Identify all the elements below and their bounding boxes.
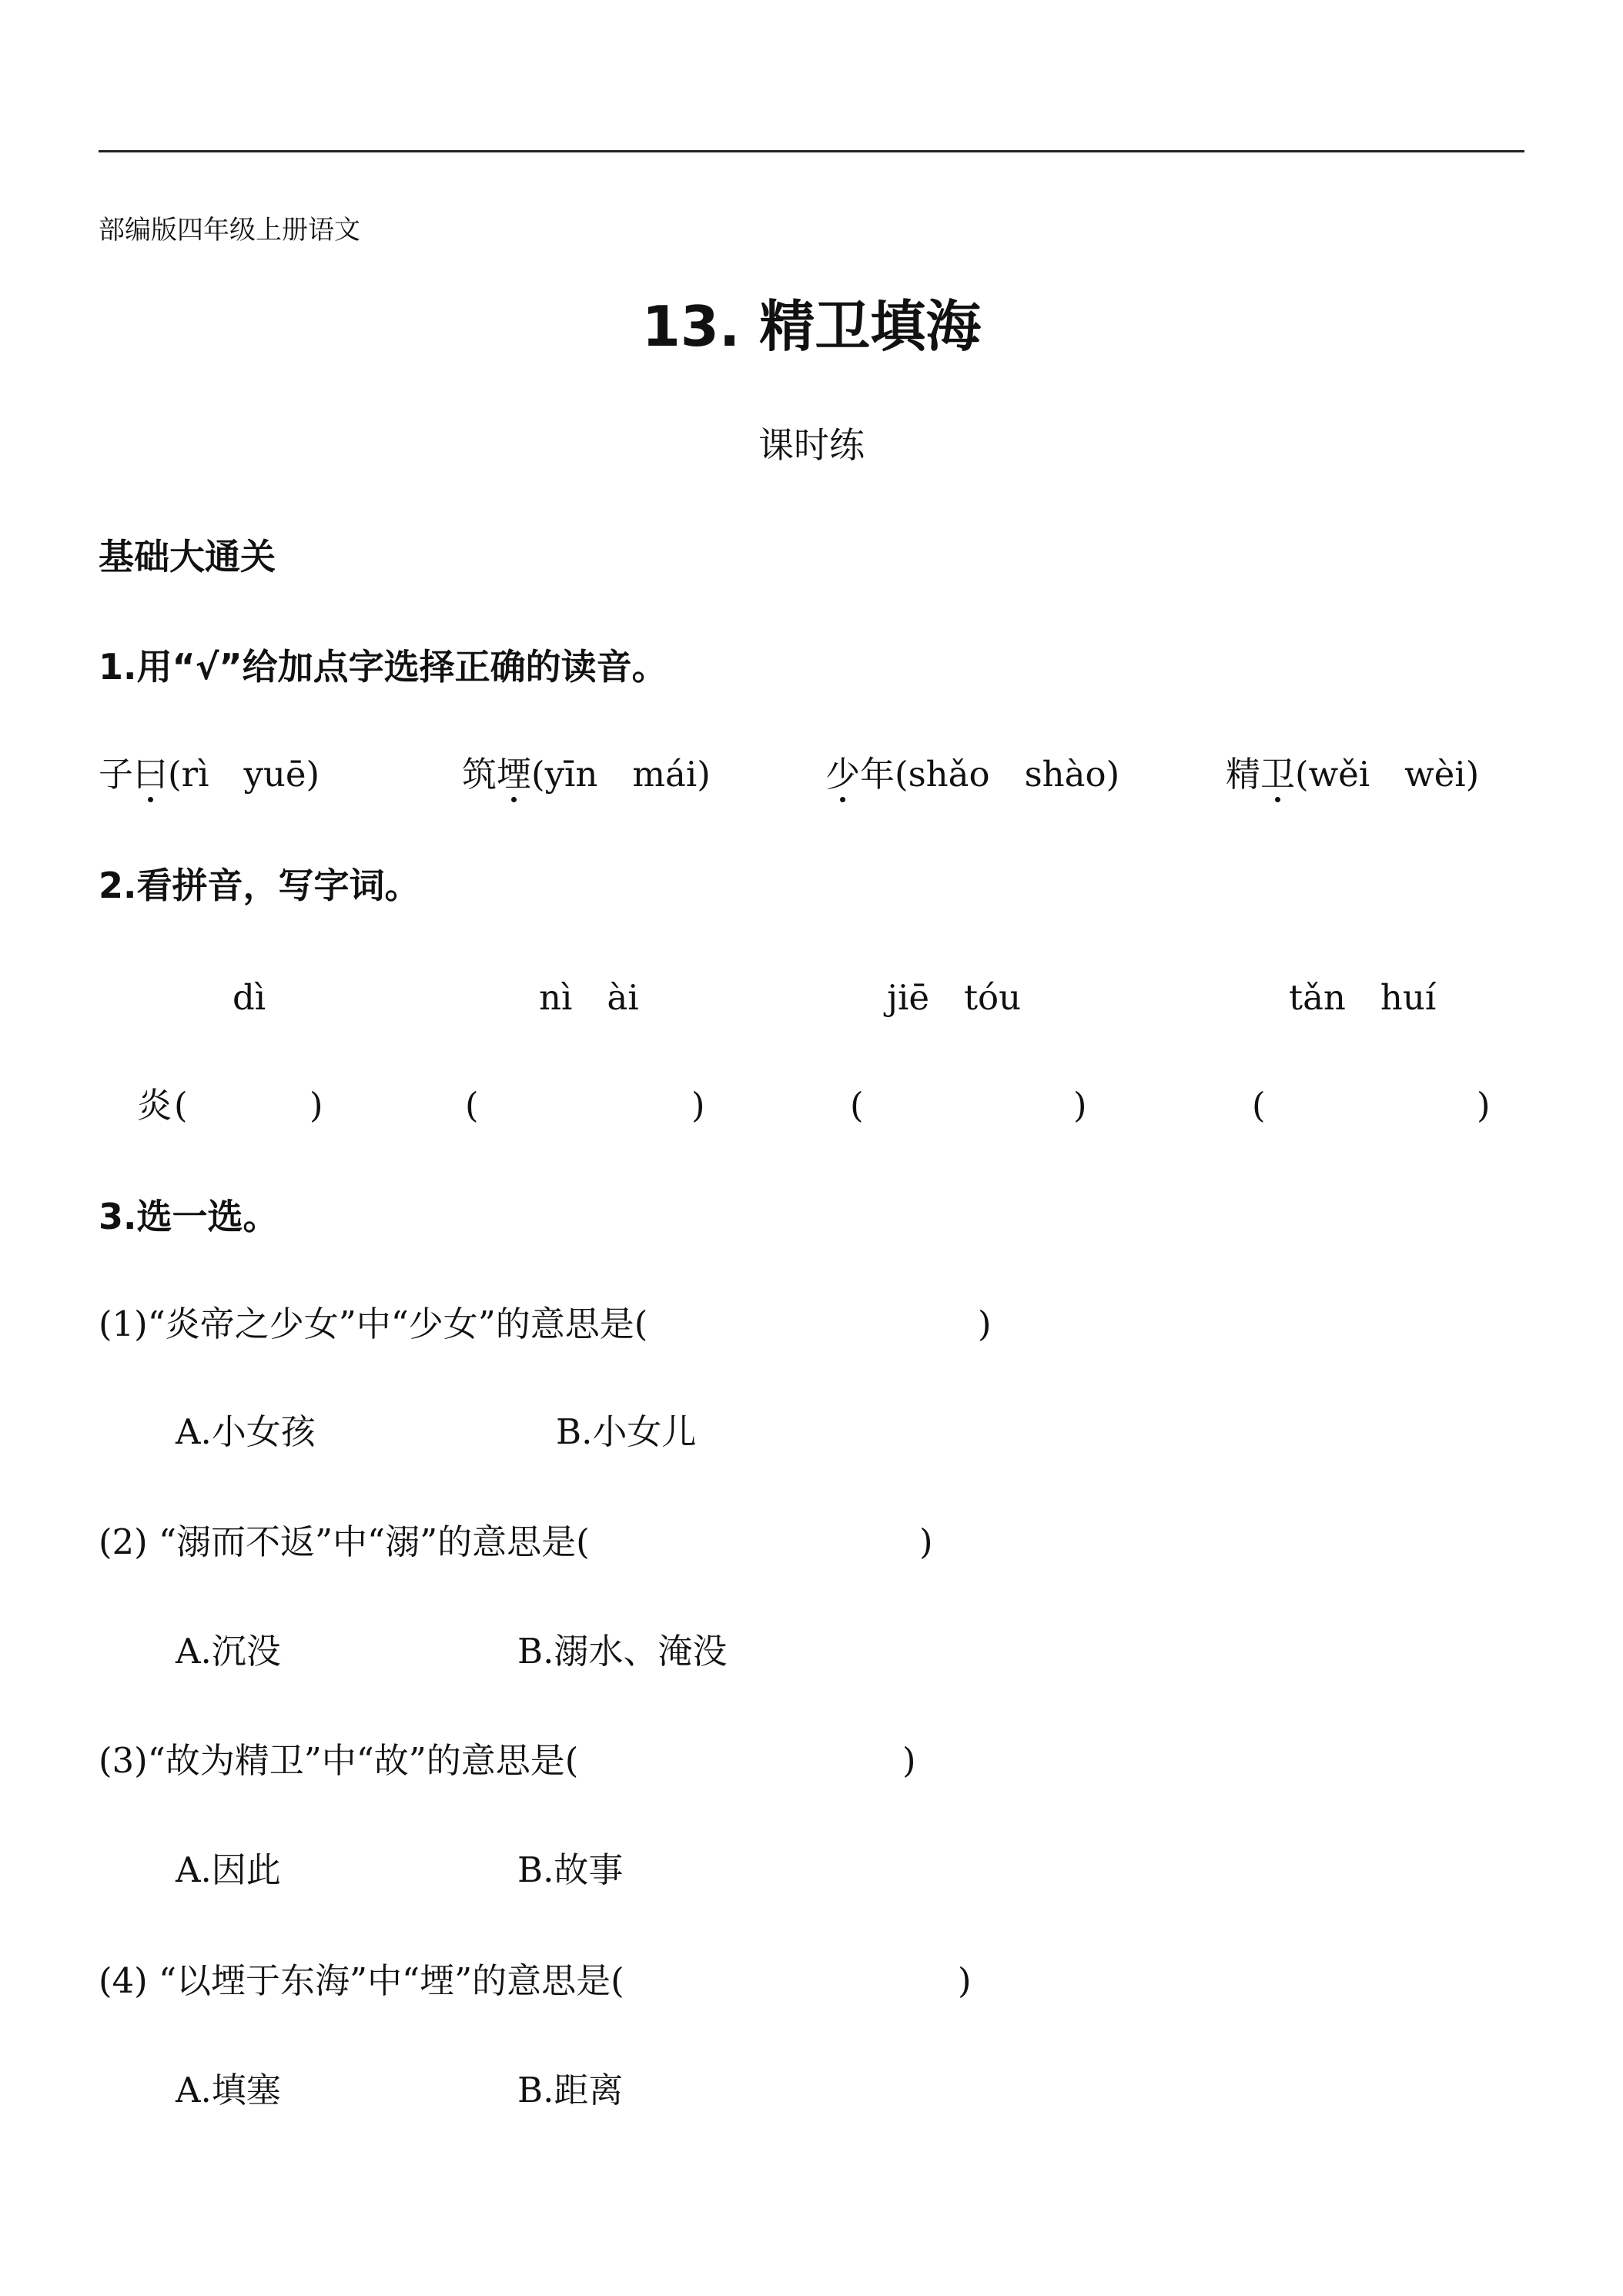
q1-item-pinyin: (wěi wèi) [1295,754,1480,795]
q2-prefix-char: 炎 [137,1085,172,1126]
q2-pinyin: dì [233,977,266,1018]
q1-item-char: 精 [1226,754,1261,795]
answer-blank-open[interactable]: ( [1252,1085,1266,1126]
answer-blank-open[interactable]: ( [850,1085,864,1126]
q1-item-pinyin: (rì yuē) [168,754,320,795]
q3-question: (1)“炎帝之少女”中“少女”的意思是( [99,1304,648,1344]
page-title: 13. 精卫填海 [641,294,982,359]
q3-option-b[interactable]: B.故事 [517,1849,624,1890]
q2-pinyin: jiē tóu [887,977,1022,1018]
page-subtitle: 课时练 [758,424,865,466]
q1-dotted-char: 曰 [133,754,169,795]
q1-dotted-char: 少 [825,754,861,795]
q3-option-a[interactable]: A.沉没 [176,1631,281,1672]
q2-pinyin: tǎn huí [1289,977,1437,1018]
q3-option-a[interactable]: A.因此 [176,1849,281,1890]
q3-question: (3)“故为精卫”中“故”的意思是( [99,1740,579,1781]
header-rule [99,150,1524,152]
answer-blank-open[interactable]: ( [465,1085,479,1126]
q1-item-char: 筑 [462,754,497,795]
answer-blank-close: ) [691,1085,705,1126]
q3-prompt: 3.选一选。 [99,1196,279,1237]
q3-option-b[interactable]: B.小女儿 [556,1411,697,1452]
q1-item-char: 子 [99,754,134,795]
answer-blank-open[interactable]: ( [174,1085,188,1126]
q1-dotted-char: 卫 [1260,754,1296,795]
q1-item [99,754,320,795]
q3-option-b[interactable]: B.距离 [517,2070,624,2110]
q3-answer-close: ) [978,1304,992,1344]
q3-question: (4) “以堙于东海”中“堙”的意思是( [99,1960,624,2001]
q1-item-pinyin: (yīn mái) [531,754,711,795]
q1-prompt: 1.用“√”给加点字选择正确的读音。 [99,646,668,688]
q3-option-b[interactable]: B.溺水、淹没 [517,1631,728,1672]
q1-item [462,754,711,795]
q1-item-char: 年 [860,754,895,795]
q1-item [825,754,1120,795]
q3-question: (2) “溺而不返”中“溺”的意思是( [99,1521,590,1562]
q1-item [1226,754,1480,795]
header-label: 部编版四年级上册语文 [99,215,360,246]
answer-blank-close: ) [1073,1085,1087,1126]
q3-answer-close: ) [902,1740,916,1781]
q1-item-pinyin: (shǎo shào) [895,754,1120,795]
q1-dotted-char: 堙 [497,754,532,795]
answer-blank-close: ) [310,1085,323,1126]
q2-pinyin: nì ài [539,977,639,1018]
section-heading: 基础大通关 [99,536,276,577]
q3-answer-close: ) [919,1521,933,1562]
q3-option-a[interactable]: A.小女孩 [176,1411,316,1452]
q2-prompt: 2.看拼音，写字词。 [99,865,420,906]
q3-option-a[interactable]: A.填塞 [176,2070,281,2110]
answer-blank-close: ) [1477,1085,1491,1126]
q3-answer-close: ) [958,1960,972,2001]
